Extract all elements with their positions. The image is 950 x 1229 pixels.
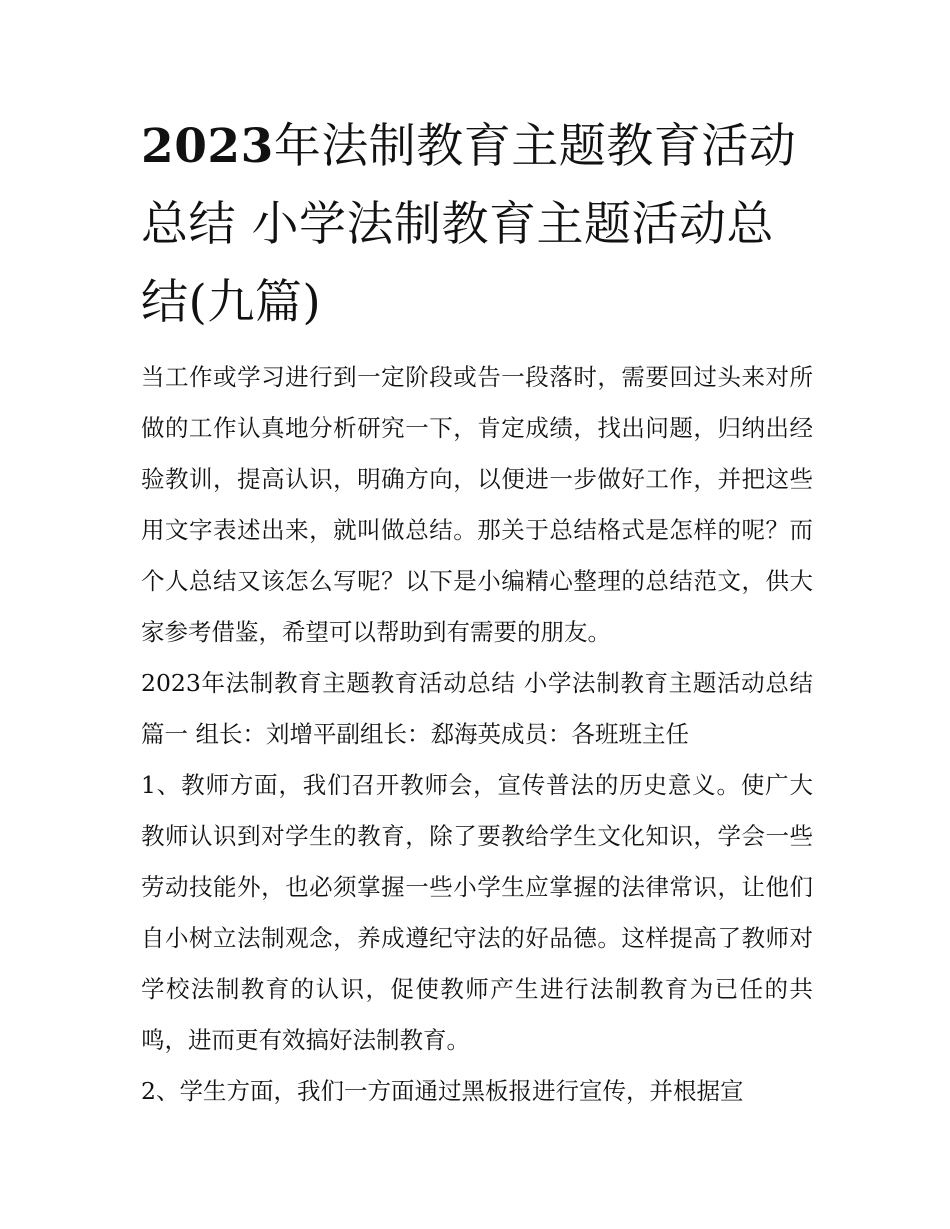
document-content [141,108,813,1117]
intro-paragraph: 当工作或学习进行到一定阶段或告一段落时，需要回过头来对所做的工作认真地分析研究一下，肯定成绩，找出问题，归纳出经验教训，提高认识，明确方向，以便进一步做好工作，并把这些用文字表述出来，就叫做总结。那关于总结格式是怎样的呢？而个人总结又该怎么写呢？以下是小编精心整理的总结范文，供大家参考借鉴，希望可以帮助到有需要的朋友。 [141,363,813,646]
title-year: 2023 [141,119,274,174]
teacher-paragraph: 1、教师方面，我们召开教师会，宣传普法的历史意义。使广大教师认识到对学生的教育，除了要教给学生文化知识，学会一些劳动技能外，也必须掌握一些小学生应掌握的法律常识，让他们自小树立法制观念，养成遵纪守法的好品德。这样提高了教师对学校法制教育的认识，促使教师产生进行法制教育为已任的共鸣，进而更有效搞好法制教育。 [141,771,813,1054]
section-heading: 2023年法制教育主题教育活动总结 小学法制教育主题活动总结篇一 组长：刘增平副组长：郄海英成员：各班班主任 [141,669,813,748]
student-paragraph: 2、学生方面，我们一方面通过黑板报进行宣传，并根据宣 [141,1077,744,1105]
document-title [141,108,813,342]
title-text: 年法制教育主题教育活动总结 小学法制教育主题活动总结(九篇) [141,119,797,330]
